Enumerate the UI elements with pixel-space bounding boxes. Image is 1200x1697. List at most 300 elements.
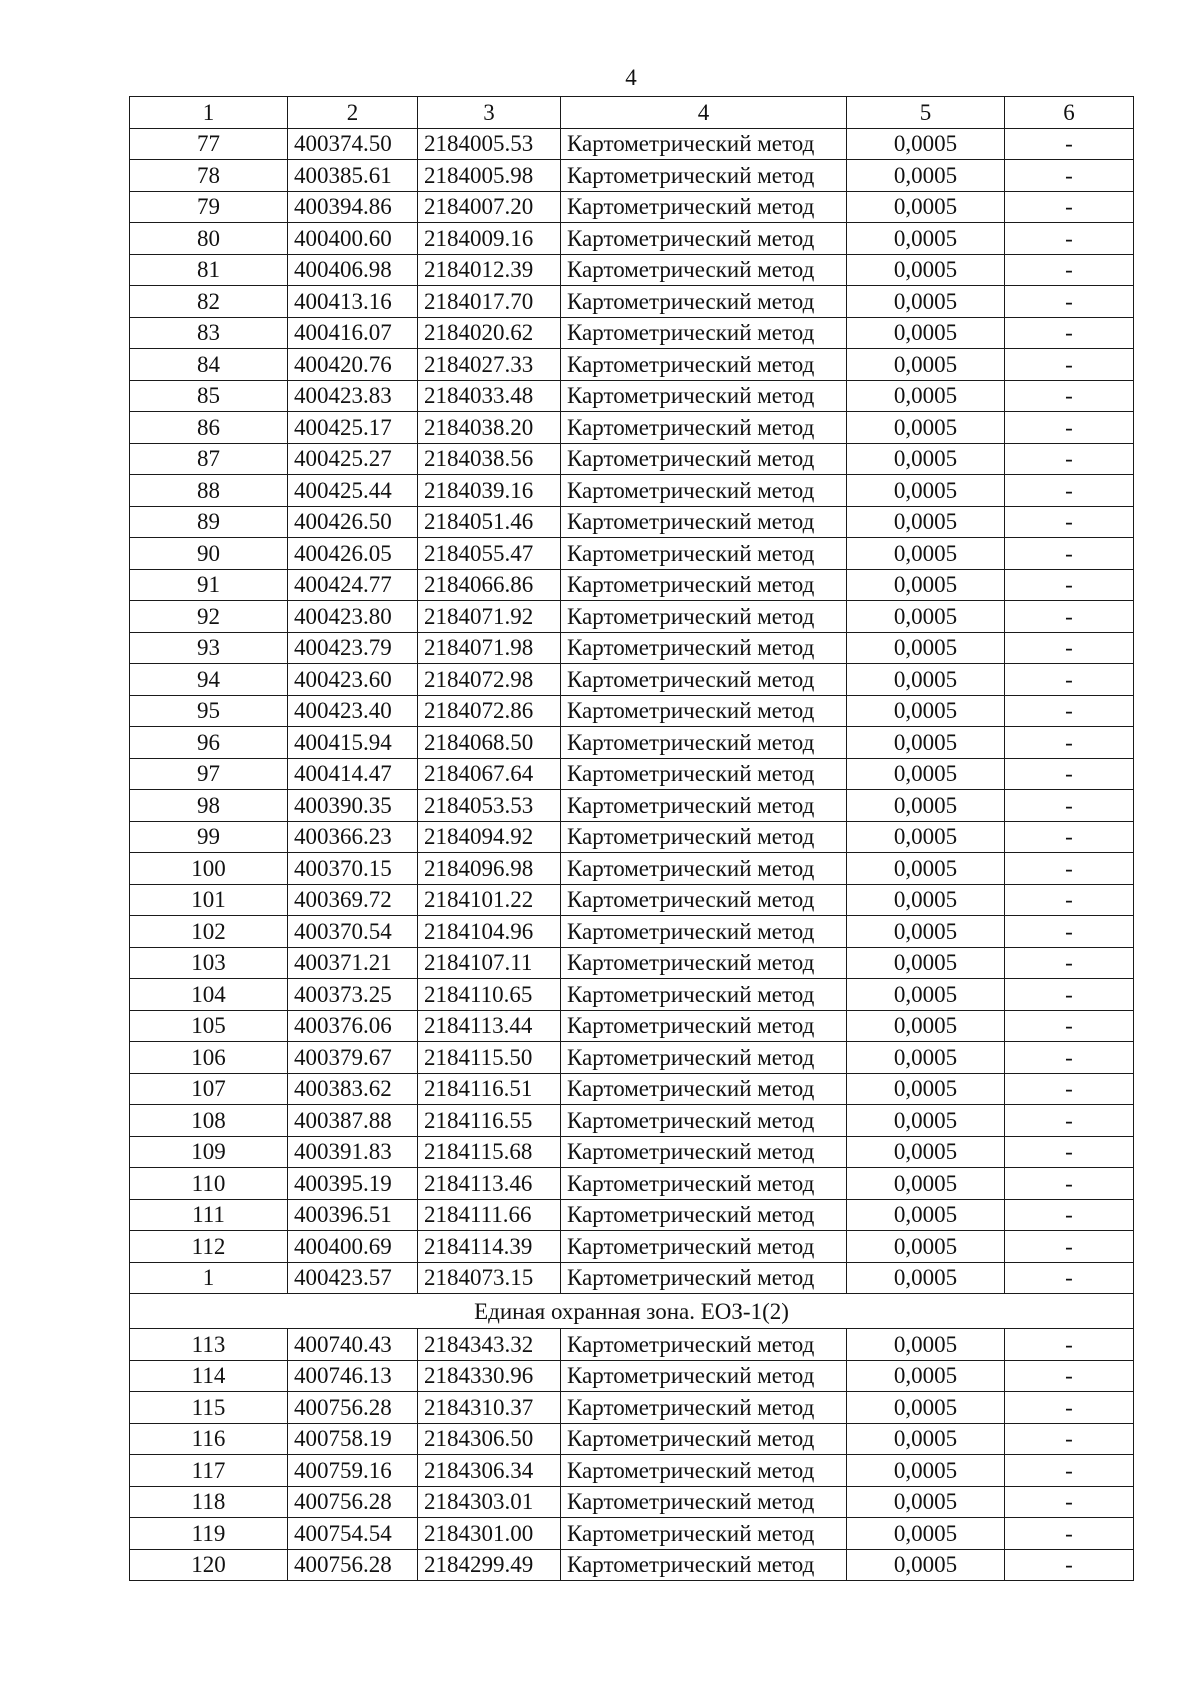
method-cell: Картометрический метод <box>561 884 847 916</box>
point-number-cell: 107 <box>130 1073 288 1105</box>
table-row <box>130 254 1134 286</box>
y-coordinate-cell: 2184111.66 <box>418 1199 561 1231</box>
point-number-cell: 92 <box>130 601 288 633</box>
table-row <box>130 821 1134 853</box>
x-coordinate-cell: 400387.88 <box>288 1105 418 1137</box>
method-cell: Картометрический метод <box>561 601 847 633</box>
table-row <box>130 947 1134 979</box>
note-cell: - <box>1005 664 1134 696</box>
method-cell: Картометрический метод <box>561 853 847 885</box>
point-number-cell: 78 <box>130 160 288 192</box>
x-coordinate-cell: 400370.15 <box>288 853 418 885</box>
x-coordinate-cell: 400746.13 <box>288 1360 418 1392</box>
method-cell: Картометрический метод <box>561 1073 847 1105</box>
table-row <box>130 727 1134 759</box>
coordinates-table <box>129 96 1134 1581</box>
point-number-cell: 93 <box>130 632 288 664</box>
y-coordinate-cell: 2184306.50 <box>418 1423 561 1455</box>
note-cell: - <box>1005 349 1134 381</box>
method-cell: Картометрический метод <box>561 979 847 1011</box>
x-coordinate-cell: 400425.44 <box>288 475 418 507</box>
method-cell: Картометрический метод <box>561 317 847 349</box>
method-cell: Картометрический метод <box>561 695 847 727</box>
note-cell: - <box>1005 254 1134 286</box>
x-coordinate-cell: 400754.54 <box>288 1518 418 1550</box>
header-cell-5: 5 <box>847 97 1005 129</box>
y-coordinate-cell: 2184005.53 <box>418 128 561 160</box>
accuracy-cell: 0,0005 <box>847 821 1005 853</box>
note-cell: - <box>1005 128 1134 160</box>
accuracy-cell: 0,0005 <box>847 1455 1005 1487</box>
method-cell: Картометрический метод <box>561 758 847 790</box>
point-number-cell: 115 <box>130 1392 288 1424</box>
accuracy-cell: 0,0005 <box>847 160 1005 192</box>
note-cell: - <box>1005 853 1134 885</box>
x-coordinate-cell: 400420.76 <box>288 349 418 381</box>
note-cell: - <box>1005 601 1134 633</box>
accuracy-cell: 0,0005 <box>847 1136 1005 1168</box>
accuracy-cell: 0,0005 <box>847 1262 1005 1294</box>
x-coordinate-cell: 400383.62 <box>288 1073 418 1105</box>
x-coordinate-cell: 400423.60 <box>288 664 418 696</box>
accuracy-cell: 0,0005 <box>847 664 1005 696</box>
accuracy-cell: 0,0005 <box>847 1549 1005 1581</box>
note-cell: - <box>1005 1231 1134 1263</box>
point-number-cell: 109 <box>130 1136 288 1168</box>
y-coordinate-cell: 2184067.64 <box>418 758 561 790</box>
point-number-cell: 87 <box>130 443 288 475</box>
point-number-cell: 112 <box>130 1231 288 1263</box>
note-cell: - <box>1005 317 1134 349</box>
y-coordinate-cell: 2184005.98 <box>418 160 561 192</box>
table-row <box>130 601 1134 633</box>
x-coordinate-cell: 400426.50 <box>288 506 418 538</box>
method-cell: Картометрический метод <box>561 1136 847 1168</box>
point-number-cell: 91 <box>130 569 288 601</box>
accuracy-cell: 0,0005 <box>847 695 1005 727</box>
point-number-cell: 83 <box>130 317 288 349</box>
accuracy-cell: 0,0005 <box>847 1360 1005 1392</box>
accuracy-cell: 0,0005 <box>847 1105 1005 1137</box>
method-cell: Картометрический метод <box>561 506 847 538</box>
point-number-cell: 104 <box>130 979 288 1011</box>
point-number-cell: 110 <box>130 1168 288 1200</box>
method-cell: Картометрический метод <box>561 1455 847 1487</box>
y-coordinate-cell: 2184053.53 <box>418 790 561 822</box>
x-coordinate-cell: 400395.19 <box>288 1168 418 1200</box>
method-cell: Картометрический метод <box>561 1231 847 1263</box>
y-coordinate-cell: 2184012.39 <box>418 254 561 286</box>
x-coordinate-cell: 400400.69 <box>288 1231 418 1263</box>
x-coordinate-cell: 400366.23 <box>288 821 418 853</box>
method-cell: Картометрический метод <box>561 821 847 853</box>
point-number-cell: 103 <box>130 947 288 979</box>
point-number-cell: 98 <box>130 790 288 822</box>
accuracy-cell: 0,0005 <box>847 1010 1005 1042</box>
y-coordinate-cell: 2184104.96 <box>418 916 561 948</box>
point-number-cell: 77 <box>130 128 288 160</box>
accuracy-cell: 0,0005 <box>847 790 1005 822</box>
header-cell-1: 1 <box>130 97 288 129</box>
note-cell: - <box>1005 1486 1134 1518</box>
point-number-cell: 100 <box>130 853 288 885</box>
accuracy-cell: 0,0005 <box>847 727 1005 759</box>
note-cell: - <box>1005 1042 1134 1074</box>
header-cell-6: 6 <box>1005 97 1134 129</box>
x-coordinate-cell: 400758.19 <box>288 1423 418 1455</box>
method-cell: Картометрический метод <box>561 538 847 570</box>
point-number-cell: 85 <box>130 380 288 412</box>
accuracy-cell: 0,0005 <box>847 443 1005 475</box>
table-row <box>130 979 1134 1011</box>
y-coordinate-cell: 2184101.22 <box>418 884 561 916</box>
table-row <box>130 1486 1134 1518</box>
point-number-cell: 118 <box>130 1486 288 1518</box>
note-cell: - <box>1005 286 1134 318</box>
x-coordinate-cell: 400376.06 <box>288 1010 418 1042</box>
note-cell: - <box>1005 191 1134 223</box>
x-coordinate-cell: 400425.27 <box>288 443 418 475</box>
x-coordinate-cell: 400373.25 <box>288 979 418 1011</box>
point-number-cell: 94 <box>130 664 288 696</box>
note-cell: - <box>1005 727 1134 759</box>
y-coordinate-cell: 2184107.11 <box>418 947 561 979</box>
accuracy-cell: 0,0005 <box>847 601 1005 633</box>
table-row <box>130 1073 1134 1105</box>
point-number-cell: 89 <box>130 506 288 538</box>
table-row <box>130 160 1134 192</box>
point-number-cell: 106 <box>130 1042 288 1074</box>
header-cell-2: 2 <box>288 97 418 129</box>
note-cell: - <box>1005 475 1134 507</box>
table-row <box>130 758 1134 790</box>
method-cell: Картометрический метод <box>561 443 847 475</box>
table-row <box>130 475 1134 507</box>
point-number-cell: 81 <box>130 254 288 286</box>
y-coordinate-cell: 2184330.96 <box>418 1360 561 1392</box>
accuracy-cell: 0,0005 <box>847 191 1005 223</box>
x-coordinate-cell: 400414.47 <box>288 758 418 790</box>
accuracy-cell: 0,0005 <box>847 223 1005 255</box>
y-coordinate-cell: 2184007.20 <box>418 191 561 223</box>
note-cell: - <box>1005 1073 1134 1105</box>
point-number-cell: 114 <box>130 1360 288 1392</box>
table-row <box>130 223 1134 255</box>
accuracy-cell: 0,0005 <box>847 128 1005 160</box>
table-row <box>130 790 1134 822</box>
x-coordinate-cell: 400740.43 <box>288 1329 418 1361</box>
method-cell: Картометрический метод <box>561 380 847 412</box>
table-body-zone-1 <box>130 128 1134 1294</box>
y-coordinate-cell: 2184009.16 <box>418 223 561 255</box>
note-cell: - <box>1005 1423 1134 1455</box>
note-cell: - <box>1005 1360 1134 1392</box>
method-cell: Картометрический метод <box>561 790 847 822</box>
table-row <box>130 191 1134 223</box>
table-section <box>130 1294 1134 1329</box>
table-row <box>130 1549 1134 1581</box>
x-coordinate-cell: 400369.72 <box>288 884 418 916</box>
note-cell: - <box>1005 947 1134 979</box>
table-row <box>130 1360 1134 1392</box>
table-row <box>130 443 1134 475</box>
x-coordinate-cell: 400396.51 <box>288 1199 418 1231</box>
y-coordinate-cell: 2184114.39 <box>418 1231 561 1263</box>
y-coordinate-cell: 2184113.44 <box>418 1010 561 1042</box>
note-cell: - <box>1005 1455 1134 1487</box>
table-row <box>130 916 1134 948</box>
accuracy-cell: 0,0005 <box>847 632 1005 664</box>
table-row <box>130 1392 1134 1424</box>
accuracy-cell: 0,0005 <box>847 758 1005 790</box>
point-number-cell: 88 <box>130 475 288 507</box>
y-coordinate-cell: 2184116.55 <box>418 1105 561 1137</box>
x-coordinate-cell: 400385.61 <box>288 160 418 192</box>
y-coordinate-cell: 2184071.92 <box>418 601 561 633</box>
y-coordinate-cell: 2184055.47 <box>418 538 561 570</box>
note-cell: - <box>1005 979 1134 1011</box>
method-cell: Картометрический метод <box>561 1168 847 1200</box>
note-cell: - <box>1005 538 1134 570</box>
accuracy-cell: 0,0005 <box>847 916 1005 948</box>
table-row <box>130 380 1134 412</box>
note-cell: - <box>1005 443 1134 475</box>
table-row <box>130 286 1134 318</box>
y-coordinate-cell: 2184017.70 <box>418 286 561 318</box>
y-coordinate-cell: 2184299.49 <box>418 1549 561 1581</box>
y-coordinate-cell: 2184071.98 <box>418 632 561 664</box>
y-coordinate-cell: 2184033.48 <box>418 380 561 412</box>
table-row <box>130 349 1134 381</box>
accuracy-cell: 0,0005 <box>847 569 1005 601</box>
method-cell: Картометрический метод <box>561 349 847 381</box>
note-cell: - <box>1005 1105 1134 1137</box>
table-row <box>130 1136 1134 1168</box>
method-cell: Картометрический метод <box>561 1329 847 1361</box>
method-cell: Картометрический метод <box>561 1199 847 1231</box>
y-coordinate-cell: 2184115.50 <box>418 1042 561 1074</box>
x-coordinate-cell: 400416.07 <box>288 317 418 349</box>
x-coordinate-cell: 400379.67 <box>288 1042 418 1074</box>
note-cell: - <box>1005 821 1134 853</box>
table-row <box>130 569 1134 601</box>
note-cell: - <box>1005 790 1134 822</box>
method-cell: Картометрический метод <box>561 128 847 160</box>
x-coordinate-cell: 400423.40 <box>288 695 418 727</box>
table-row <box>130 506 1134 538</box>
x-coordinate-cell: 400413.16 <box>288 286 418 318</box>
accuracy-cell: 0,0005 <box>847 380 1005 412</box>
y-coordinate-cell: 2184303.01 <box>418 1486 561 1518</box>
y-coordinate-cell: 2184068.50 <box>418 727 561 759</box>
method-cell: Картометрический метод <box>561 1105 847 1137</box>
y-coordinate-cell: 2184038.56 <box>418 443 561 475</box>
x-coordinate-cell: 400756.28 <box>288 1549 418 1581</box>
section-row <box>130 1294 1134 1329</box>
table-row <box>130 695 1134 727</box>
method-cell: Картометрический метод <box>561 1262 847 1294</box>
x-coordinate-cell: 400371.21 <box>288 947 418 979</box>
note-cell: - <box>1005 1518 1134 1550</box>
point-number-cell: 97 <box>130 758 288 790</box>
note-cell: - <box>1005 1392 1134 1424</box>
method-cell: Картометрический метод <box>561 727 847 759</box>
accuracy-cell: 0,0005 <box>847 1518 1005 1550</box>
table-row <box>130 1010 1134 1042</box>
method-cell: Картометрический метод <box>561 191 847 223</box>
x-coordinate-cell: 400394.86 <box>288 191 418 223</box>
accuracy-cell: 0,0005 <box>847 1329 1005 1361</box>
note-cell: - <box>1005 916 1134 948</box>
x-coordinate-cell: 400426.05 <box>288 538 418 570</box>
point-number-cell: 80 <box>130 223 288 255</box>
method-cell: Картометрический метод <box>561 947 847 979</box>
accuracy-cell: 0,0005 <box>847 947 1005 979</box>
accuracy-cell: 0,0005 <box>847 506 1005 538</box>
x-coordinate-cell: 400370.54 <box>288 916 418 948</box>
table-row <box>130 884 1134 916</box>
note-cell: - <box>1005 695 1134 727</box>
table-row <box>130 1199 1134 1231</box>
accuracy-cell: 0,0005 <box>847 979 1005 1011</box>
y-coordinate-cell: 2184020.62 <box>418 317 561 349</box>
y-coordinate-cell: 2184027.33 <box>418 349 561 381</box>
method-cell: Картометрический метод <box>561 223 847 255</box>
method-cell: Картометрический метод <box>561 632 847 664</box>
note-cell: - <box>1005 569 1134 601</box>
table-row <box>130 1329 1134 1361</box>
x-coordinate-cell: 400400.60 <box>288 223 418 255</box>
table-body-zone-2 <box>130 1329 1134 1581</box>
x-coordinate-cell: 400423.79 <box>288 632 418 664</box>
point-number-cell: 102 <box>130 916 288 948</box>
note-cell: - <box>1005 506 1134 538</box>
accuracy-cell: 0,0005 <box>847 1392 1005 1424</box>
note-cell: - <box>1005 223 1134 255</box>
header-row <box>130 97 1134 129</box>
point-number-cell: 84 <box>130 349 288 381</box>
table-row <box>130 412 1134 444</box>
point-number-cell: 96 <box>130 727 288 759</box>
accuracy-cell: 0,0005 <box>847 412 1005 444</box>
table-row <box>130 1168 1134 1200</box>
note-cell: - <box>1005 758 1134 790</box>
note-cell: - <box>1005 1168 1134 1200</box>
note-cell: - <box>1005 380 1134 412</box>
table-row <box>130 1105 1134 1137</box>
point-number-cell: 99 <box>130 821 288 853</box>
point-number-cell: 108 <box>130 1105 288 1137</box>
method-cell: Картометрический метод <box>561 286 847 318</box>
y-coordinate-cell: 2184039.16 <box>418 475 561 507</box>
y-coordinate-cell: 2184343.32 <box>418 1329 561 1361</box>
point-number-cell: 111 <box>130 1199 288 1231</box>
note-cell: - <box>1005 1329 1134 1361</box>
y-coordinate-cell: 2184038.20 <box>418 412 561 444</box>
method-cell: Картометрический метод <box>561 1518 847 1550</box>
point-number-cell: 119 <box>130 1518 288 1550</box>
method-cell: Картометрический метод <box>561 1392 847 1424</box>
point-number-cell: 86 <box>130 412 288 444</box>
header-cell-3: 3 <box>418 97 561 129</box>
table-row <box>130 664 1134 696</box>
table-row <box>130 1042 1134 1074</box>
note-cell: - <box>1005 412 1134 444</box>
point-number-cell: 90 <box>130 538 288 570</box>
point-number-cell: 101 <box>130 884 288 916</box>
point-number-cell: 113 <box>130 1329 288 1361</box>
y-coordinate-cell: 2184072.98 <box>418 664 561 696</box>
y-coordinate-cell: 2184051.46 <box>418 506 561 538</box>
x-coordinate-cell: 400374.50 <box>288 128 418 160</box>
y-coordinate-cell: 2184115.68 <box>418 1136 561 1168</box>
note-cell: - <box>1005 1199 1134 1231</box>
y-coordinate-cell: 2184310.37 <box>418 1392 561 1424</box>
table-row <box>130 853 1134 885</box>
method-cell: Картометрический метод <box>561 254 847 286</box>
accuracy-cell: 0,0005 <box>847 538 1005 570</box>
table-row <box>130 1231 1134 1263</box>
accuracy-cell: 0,0005 <box>847 317 1005 349</box>
x-coordinate-cell: 400759.16 <box>288 1455 418 1487</box>
accuracy-cell: 0,0005 <box>847 853 1005 885</box>
method-cell: Картометрический метод <box>561 1010 847 1042</box>
y-coordinate-cell: 2184306.34 <box>418 1455 561 1487</box>
table-row <box>130 1423 1134 1455</box>
table-row <box>130 1455 1134 1487</box>
x-coordinate-cell: 400423.83 <box>288 380 418 412</box>
note-cell: - <box>1005 160 1134 192</box>
accuracy-cell: 0,0005 <box>847 286 1005 318</box>
method-cell: Картометрический метод <box>561 569 847 601</box>
accuracy-cell: 0,0005 <box>847 1073 1005 1105</box>
point-number-cell: 117 <box>130 1455 288 1487</box>
x-coordinate-cell: 400390.35 <box>288 790 418 822</box>
y-coordinate-cell: 2184301.00 <box>418 1518 561 1550</box>
method-cell: Картометрический метод <box>561 1486 847 1518</box>
section-title: Единая охранная зона. ЕОЗ-1(2) <box>130 1294 1134 1329</box>
method-cell: Картометрический метод <box>561 1423 847 1455</box>
point-number-cell: 105 <box>130 1010 288 1042</box>
y-coordinate-cell: 2184072.86 <box>418 695 561 727</box>
point-number-cell: 79 <box>130 191 288 223</box>
table-row <box>130 128 1134 160</box>
x-coordinate-cell: 400756.28 <box>288 1486 418 1518</box>
point-number-cell: 95 <box>130 695 288 727</box>
note-cell: - <box>1005 884 1134 916</box>
note-cell: - <box>1005 1262 1134 1294</box>
accuracy-cell: 0,0005 <box>847 1042 1005 1074</box>
method-cell: Картометрический метод <box>561 1549 847 1581</box>
y-coordinate-cell: 2184066.86 <box>418 569 561 601</box>
point-number-cell: 120 <box>130 1549 288 1581</box>
point-number-cell: 1 <box>130 1262 288 1294</box>
table-row <box>130 1262 1134 1294</box>
point-number-cell: 116 <box>130 1423 288 1455</box>
method-cell: Картометрический метод <box>561 1360 847 1392</box>
point-number-cell: 82 <box>130 286 288 318</box>
method-cell: Картометрический метод <box>561 1042 847 1074</box>
table-row <box>130 317 1134 349</box>
table-row <box>130 1518 1134 1550</box>
x-coordinate-cell: 400391.83 <box>288 1136 418 1168</box>
x-coordinate-cell: 400424.77 <box>288 569 418 601</box>
header-cell-4: 4 <box>561 97 847 129</box>
x-coordinate-cell: 400415.94 <box>288 727 418 759</box>
note-cell: - <box>1005 632 1134 664</box>
method-cell: Картометрический метод <box>561 916 847 948</box>
y-coordinate-cell: 2184073.15 <box>418 1262 561 1294</box>
